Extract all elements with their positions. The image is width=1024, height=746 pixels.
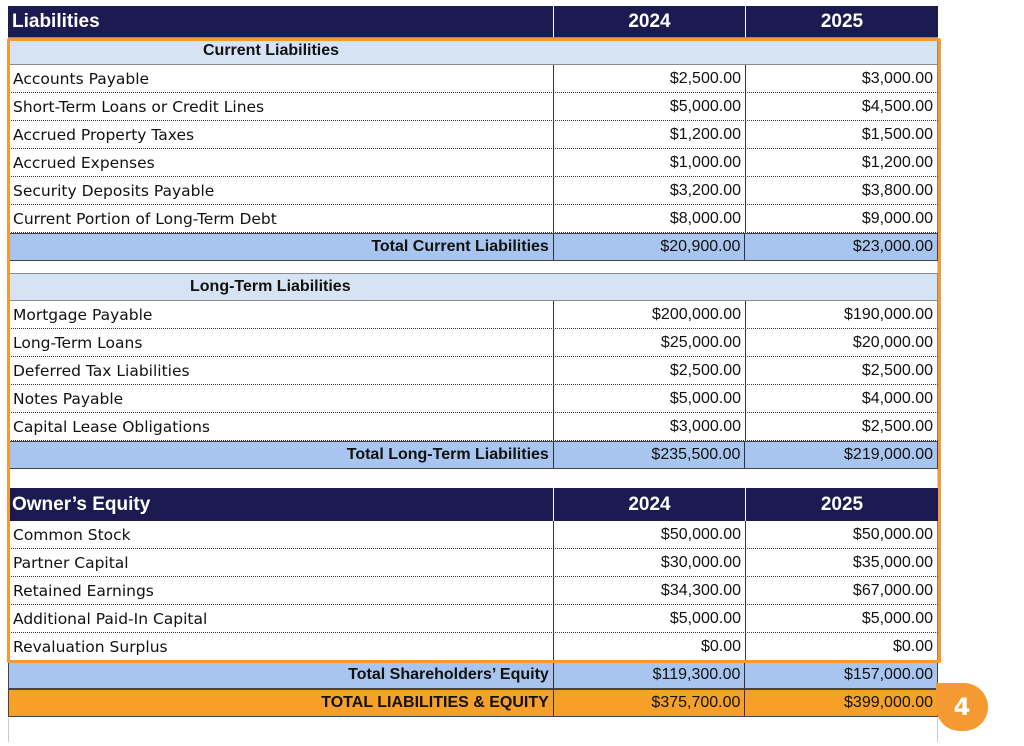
grand-total-label: TOTAL LIABILITIES & EQUITY [9,690,554,716]
total-2025: $23,000.00 [852,238,933,255]
value-2025: $50,000.00 [746,521,938,548]
row-label: Short-Term Loans or Credit Lines [8,93,554,120]
row-label: Mortgage Payable [8,301,554,328]
blank-row[interactable] [8,469,938,487]
grand-total-2025: $399,000.00 [844,694,933,711]
value-2024: $5,000.00 [554,385,746,412]
callout-badge: 4 [936,683,988,731]
row-label: Common Stock [8,521,554,548]
total-2025: $157,000.00 [844,666,933,683]
row-label: Accrued Expenses [8,149,554,176]
equity-title[interactable]: Owner’s Equity [8,488,554,521]
table-row[interactable] [8,385,938,413]
value-2024: $0.00 [554,633,746,660]
value-2025: $2,500.00 [746,357,938,384]
row-label: Additional Paid-In Capital [8,605,554,632]
value-2024: $3,200.00 [554,177,746,204]
liabilities-title[interactable]: Liabilities [8,6,554,37]
value-2025: $20,000.00 [746,329,938,356]
total-2024: $119,300.00 [554,662,746,688]
table-row[interactable] [8,357,938,385]
table-row[interactable] [8,205,938,233]
value-2025: $4,500.00 [746,93,938,120]
value-2025: $5,000.00 [746,605,938,632]
blank-row[interactable] [8,718,938,742]
value-2024: $25,000.00 [554,329,746,356]
table-row[interactable] [8,413,938,441]
total-current-liabilities-row[interactable] [8,233,938,261]
grand-total-2024: $375,700.00 [554,690,746,716]
row-label: Partner Capital [8,549,554,576]
total-2025: $219,000.00 [844,446,933,463]
value-2025: $4,000.00 [746,385,938,412]
current-liabilities-section[interactable] [8,37,938,65]
value-2024: $34,300.00 [554,577,746,604]
row-label: Long-Term Loans [8,329,554,356]
row-label: Accounts Payable [8,65,554,92]
table-row[interactable] [8,65,938,93]
value-2025: $67,000.00 [746,577,938,604]
liabilities-header-row [8,6,938,37]
table-row[interactable] [8,149,938,177]
value-2024: $5,000.00 [554,93,746,120]
total-long-term-liabilities-row[interactable] [8,441,938,469]
year-2024-header[interactable]: 2024 [554,6,746,37]
value-2024: $3,000.00 [554,413,746,440]
grand-total-row[interactable] [8,689,938,717]
row-label: Retained Earnings [8,577,554,604]
table-row[interactable] [8,121,938,149]
row-label: Notes Payable [8,385,554,412]
value-2024: $50,000.00 [554,521,746,548]
table-row[interactable] [8,301,938,329]
table-row[interactable] [8,633,938,661]
row-label: Revaluation Surplus [8,633,554,660]
value-2025: $3,800.00 [746,177,938,204]
total-label: Total Long-Term Liabilities [9,442,554,468]
value-2024: $1,200.00 [554,121,746,148]
value-2025: $190,000.00 [746,301,938,328]
value-2024: $2,500.00 [554,65,746,92]
total-label: Total Current Liabilities [9,234,554,260]
table-row[interactable] [8,93,938,121]
year-2024-header[interactable]: 2024 [554,488,746,521]
value-2025: $9,000.00 [746,205,938,232]
value-2025: $1,500.00 [746,121,938,148]
value-2024: $2,500.00 [554,357,746,384]
table-row[interactable] [8,177,938,205]
year-2025-header[interactable]: 2025 [820,10,864,32]
total-shareholders-equity-row[interactable] [8,661,938,689]
value-2025: $0.00 [746,633,938,660]
long-term-liabilities-section[interactable] [8,273,938,301]
table-row[interactable] [8,577,938,605]
row-label: Security Deposits Payable [8,177,554,204]
value-2024: $30,000.00 [554,549,746,576]
value-2024: $1,000.00 [554,149,746,176]
value-2025: $2,500.00 [746,413,938,440]
row-label: Accrued Property Taxes [8,121,554,148]
value-2024: $8,000.00 [554,205,746,232]
row-label: Capital Lease Obligations [8,413,554,440]
row-label: Deferred Tax Liabilities [8,357,554,384]
value-2025: $3,000.00 [746,65,938,92]
total-label: Total Shareholders’ Equity [9,662,554,688]
section-label: Current Liabilities [203,42,340,59]
year-2025-header[interactable]: 2025 [820,493,864,515]
value-2025: $1,200.00 [746,149,938,176]
row-label: Current Portion of Long-Term Debt [8,205,554,232]
value-2025: $35,000.00 [746,549,938,576]
total-2024: $235,500.00 [554,442,746,468]
table-row[interactable] [8,329,938,357]
equity-header-row [8,488,938,521]
table-row[interactable] [8,605,938,633]
value-2024: $5,000.00 [554,605,746,632]
value-2024: $200,000.00 [554,301,746,328]
section-label: Long-Term Liabilities [190,278,351,295]
total-2024: $20,900.00 [554,234,746,260]
table-row[interactable] [8,521,938,549]
table-row[interactable] [8,549,938,577]
